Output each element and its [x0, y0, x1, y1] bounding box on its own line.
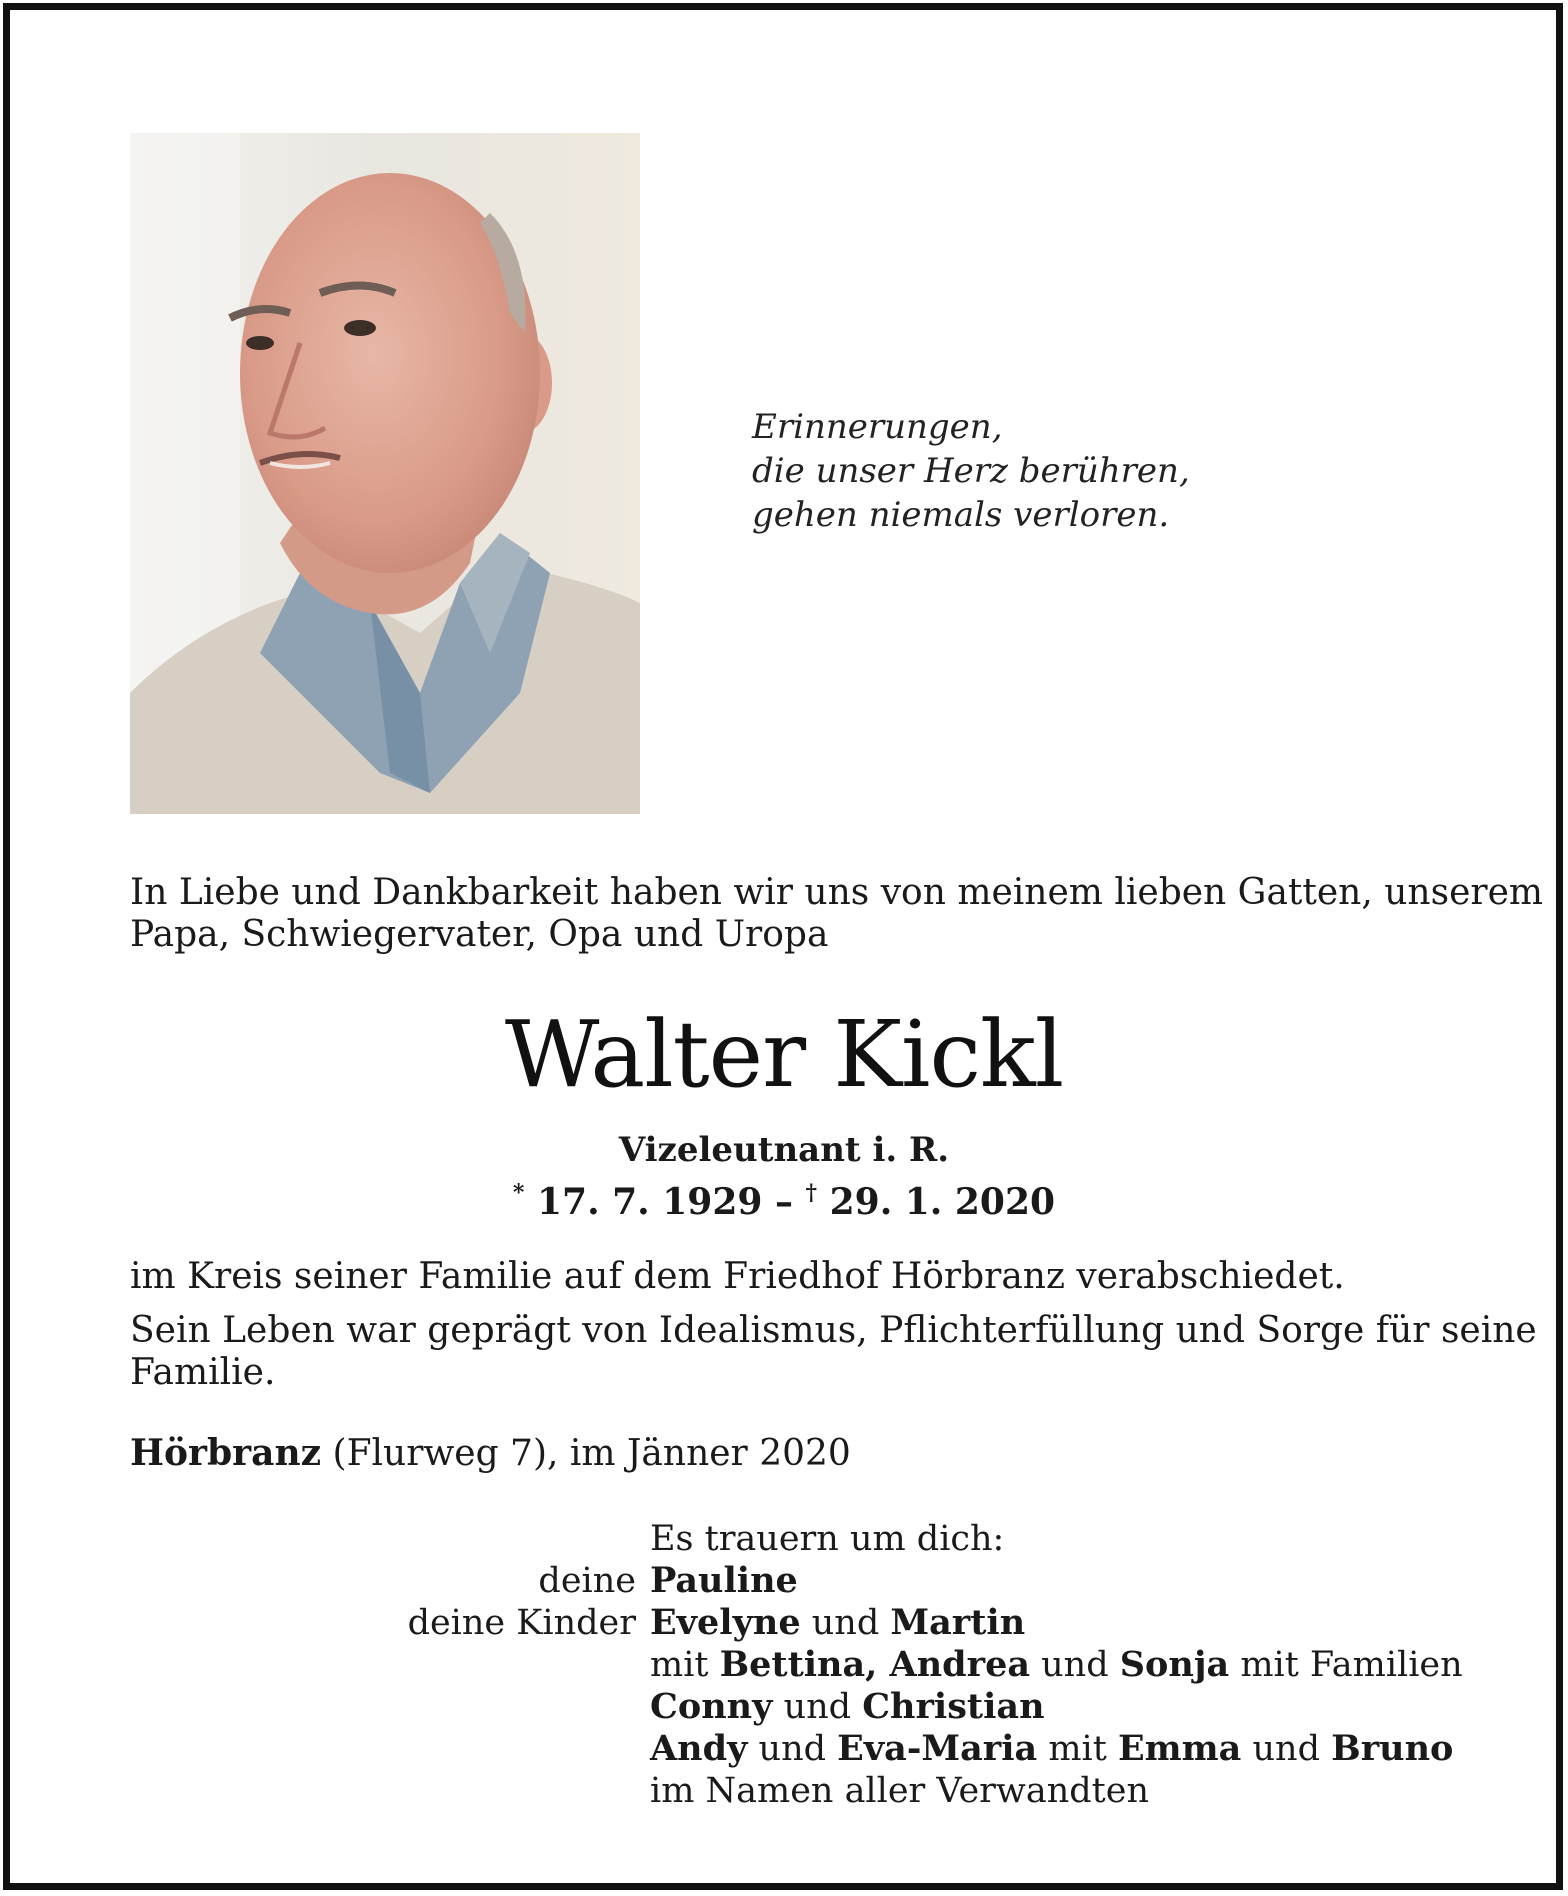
quote-line-2: die unser Herz berühren,	[752, 451, 1190, 491]
mourner-row-children	[0, 1602, 1568, 1644]
birth-symbol: *	[512, 1180, 525, 1206]
life-dates	[0, 1172, 1568, 1223]
mourner-row-wife	[0, 1560, 1568, 1602]
deceased-name: Walter Kickl	[504, 1001, 1064, 1108]
mourners-block	[0, 1518, 1568, 1812]
intro-line-2: Papa, Schwiegervater, Opa und Uropa	[130, 914, 829, 955]
mourner-row-child-3	[0, 1728, 1568, 1770]
connector-mit-familien: mit Familien	[1229, 1645, 1463, 1685]
mourner-child-3-partner: Eva-Maria	[837, 1728, 1038, 1769]
portrait-photo	[130, 133, 640, 814]
intro-line-1: In Liebe und Dankbarkeit haben wir uns von meinem lieben Gatten, unserem	[130, 872, 1544, 913]
connector-und: und	[772, 1687, 863, 1727]
connector-und: und	[1030, 1645, 1120, 1685]
place-and-date	[130, 1432, 851, 1475]
mourner-child-2: Conny	[650, 1686, 773, 1727]
connector-und: und	[1241, 1729, 1332, 1769]
mourner-grandchild-bruno: Bruno	[1331, 1728, 1454, 1769]
birth-date: 17. 7. 1929	[536, 1181, 763, 1223]
memorial-quote	[752, 405, 1190, 537]
mourners-heading: Es trauern um dich:	[650, 1519, 1005, 1559]
farewell-sentence: im Kreis seiner Familie auf dem Friedhof Hörbranz verabschiedet.	[130, 1256, 1345, 1297]
mourner-child-3: Andy	[650, 1728, 748, 1769]
mourners-heading-row	[0, 1518, 1568, 1560]
mourner-row-relatives	[0, 1770, 1568, 1812]
life-line-2: Familie.	[130, 1352, 276, 1393]
label-children: deine Kinder	[407, 1603, 636, 1643]
connector-und: und	[747, 1729, 838, 1769]
quote-line-1: Erinnerungen,	[752, 407, 1003, 447]
label-wife: deine	[538, 1561, 636, 1601]
life-sentence	[130, 1310, 1537, 1394]
quote-line-3: gehen niemals verloren.	[752, 495, 1170, 535]
mourner-row-child-2	[0, 1686, 1568, 1728]
mourner-wife: Pauline	[650, 1560, 798, 1601]
portrait-illustration	[130, 133, 640, 814]
mourner-child-1-partner: Martin	[890, 1602, 1026, 1643]
mourner-grandchild-sonja: Sonja	[1119, 1644, 1230, 1685]
mourner-relatives: im Namen aller Verwandten	[650, 1771, 1149, 1811]
mourner-grandchild-emma: Emma	[1117, 1728, 1242, 1769]
mourner-grandchildren-1: Bettina, Andrea	[719, 1644, 1031, 1685]
connector-mit: mit	[1037, 1729, 1118, 1769]
death-symbol: †	[805, 1180, 818, 1206]
deceased-rank: Vizeleutnant i. R.	[618, 1130, 950, 1170]
life-line-1: Sein Leben war geprägt von Idealismus, Pflichterfüllung und Sorge für seine	[130, 1310, 1537, 1351]
mourner-child-1: Evelyne	[650, 1602, 801, 1643]
mourner-row-grandchildren	[0, 1644, 1568, 1686]
date-dash: –	[762, 1181, 806, 1223]
connector-mit: mit	[650, 1645, 720, 1685]
death-date: 29. 1. 2020	[829, 1181, 1056, 1223]
place-town: Hörbranz	[130, 1432, 322, 1474]
place-rest: (Flurweg 7), im Jänner 2020	[321, 1433, 851, 1474]
intro-paragraph	[130, 872, 1544, 956]
mourner-child-2-partner: Christian	[862, 1686, 1045, 1727]
connector-und: und	[800, 1603, 891, 1643]
